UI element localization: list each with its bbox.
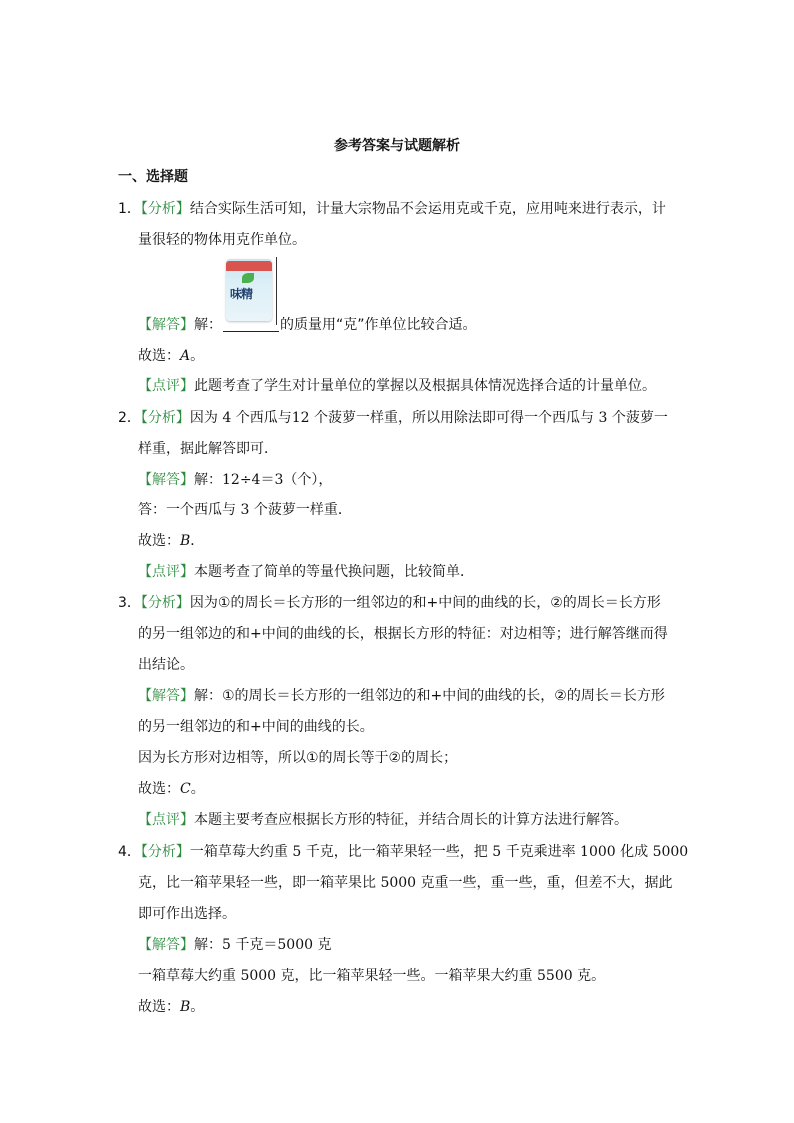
- q1-analysis-line: [118, 198, 666, 218]
- text: 克，比一箱苹果轻一些，即一箱苹果比: [138, 875, 376, 891]
- text: 一箱草莓大约重: [138, 968, 236, 984]
- q3-comment-line: [138, 809, 628, 829]
- number: 1000: [580, 844, 616, 860]
- q4-answer-line-2: [138, 965, 605, 985]
- number: 4: [222, 410, 232, 426]
- analysis-tag: 【分析】: [140, 595, 190, 611]
- text: 因为: [189, 410, 218, 426]
- q1-answer-pre: 解：: [194, 317, 222, 333]
- text: 答：一个西瓜与: [138, 502, 236, 518]
- section-title: 一、选择题: [118, 169, 188, 185]
- q3-answer-line-2: 的另一组邻边的和+中间的曲线的长。: [138, 719, 374, 735]
- text: 千克＝: [235, 937, 278, 953]
- choice-label: 故选：: [138, 999, 180, 1015]
- q1-choice-line: [138, 345, 204, 365]
- text: 化成: [620, 844, 649, 860]
- number: 5: [292, 844, 302, 860]
- choice-label: 故选：: [138, 348, 180, 364]
- q3-answer-line: [138, 685, 665, 705]
- q1-answer-line: [138, 314, 477, 334]
- comment-tag: 【点评】: [138, 378, 194, 394]
- text: 千克乘进率: [505, 844, 576, 860]
- q1-analysis-line-2: 量很轻的物体用克作单位。: [138, 232, 306, 248]
- q2-reply-line: [138, 499, 352, 519]
- choice-end: ．: [190, 533, 205, 549]
- q3-comment-text: 本题主要考查应根据长方形的特征，并结合周长的计算方法进行解答。: [194, 812, 628, 828]
- answer-tag: 【解答】: [138, 472, 194, 488]
- text: 个西瓜与: [235, 410, 292, 426]
- q3-analysis-line: [118, 592, 661, 612]
- q3-choice: C: [180, 781, 191, 797]
- number: 5500: [537, 968, 573, 984]
- q3-choice-line: [138, 778, 205, 798]
- choice-end: 。: [190, 999, 205, 1015]
- q4-number: 4．: [118, 844, 141, 860]
- number: 5000: [277, 937, 314, 953]
- q2-choice: B: [180, 533, 191, 549]
- text: 克。: [577, 968, 606, 984]
- number: 5000: [380, 875, 417, 891]
- q1-answer-post: 的质量用“克”作单位比较合适。: [280, 317, 477, 333]
- number: 12: [291, 410, 310, 426]
- choice-end: 。: [190, 348, 205, 364]
- comment-tag: 【点评】: [138, 812, 194, 828]
- answer-tag: 【解答】: [138, 317, 194, 333]
- leaf-icon: [242, 273, 254, 283]
- text: 解：①的周长＝长方形的一组邻边的和+中间的曲线的长，②的周长＝长方形: [194, 688, 665, 704]
- analysis-tag: 【分析】: [140, 201, 190, 217]
- q4-analysis-line-3: 即可作出选择。: [138, 906, 236, 922]
- q1-choice: A: [180, 348, 191, 364]
- q3-answer-line-3: 因为长方形对边相等，所以①的周长等于②的周长；: [138, 750, 458, 766]
- q3-analysis-line-3: 出结论。: [138, 657, 194, 673]
- text: 个菠萝一样重，所以用除法即可得一个西瓜与: [314, 410, 595, 426]
- q3-number: 3．: [118, 595, 141, 611]
- q4-analysis-line: [118, 841, 688, 861]
- number: 3: [598, 410, 608, 426]
- text: 克: [317, 937, 332, 953]
- analysis-tag: 【分析】: [140, 410, 190, 426]
- comment-tag: 【点评】: [138, 564, 194, 580]
- q4-choice-line: [138, 996, 204, 1016]
- text: 千克，比一箱苹果轻一些，把: [305, 844, 488, 860]
- q2-comment-text: 本题考查了简单的等量代换问题，比较简单．: [194, 564, 474, 580]
- text: 一箱草莓大约重: [189, 844, 288, 860]
- text: 克，比一箱苹果轻一些。一箱苹果大约重: [280, 968, 533, 984]
- number: 5000: [240, 968, 277, 984]
- text: 解：: [194, 937, 222, 953]
- q2-answer-line: [138, 469, 332, 489]
- product-band: [226, 261, 272, 271]
- q4-analysis-line-2: [138, 872, 673, 892]
- number: 5: [492, 844, 502, 860]
- image-underline: [223, 328, 279, 329]
- text: （个），: [283, 472, 333, 488]
- q3-analysis-line-2: 的另一组邻边的和+中间的曲线的长，根据长方形的特征：对边相等；进行解答继而得: [138, 626, 668, 642]
- q1-comment-line: [138, 375, 656, 395]
- text: 克重一些，重一些，重，但差不大，据此: [420, 875, 673, 891]
- equation: 12÷4＝3: [222, 472, 284, 488]
- choice-end: 。: [190, 781, 205, 797]
- q2-choice-line: [138, 530, 204, 550]
- q1-analysis-text: 结合实际生活可知，计量大宗物品不会运用克或千克，应用吨来进行表示，计: [189, 201, 666, 217]
- q4-choice: B: [180, 999, 191, 1015]
- q2-number: 2．: [118, 410, 141, 426]
- text: 因为①的周长＝长方形的一组邻边的和+中间的曲线的长，②的周长＝长方形: [189, 595, 661, 611]
- q1-number: 1．: [118, 201, 141, 217]
- number: 3: [240, 502, 250, 518]
- q2-comment-line: [138, 561, 474, 581]
- page-title: 参考答案与试题解析: [334, 138, 460, 154]
- text: 解：: [194, 472, 222, 488]
- number: 5000: [652, 844, 689, 860]
- q4-answer-line: [138, 934, 331, 954]
- number: 5: [222, 937, 231, 953]
- product-label: 味精: [230, 287, 253, 301]
- q2-analysis-line-2: 样重，据此解答即可．: [138, 441, 278, 457]
- q1-comment-text: 此题考查了学生对计量单位的掌握以及根据具体情况选择合适的计量单位。: [194, 378, 656, 394]
- choice-label: 故选：: [138, 781, 180, 797]
- answer-tag: 【解答】: [138, 688, 194, 704]
- q2-analysis-line: [118, 407, 668, 427]
- text: 个菠萝一样重．: [253, 502, 352, 518]
- text: 个菠萝一: [611, 410, 668, 426]
- choice-label: 故选：: [138, 533, 180, 549]
- analysis-tag: 【分析】: [140, 844, 190, 860]
- answer-tag: 【解答】: [138, 937, 194, 953]
